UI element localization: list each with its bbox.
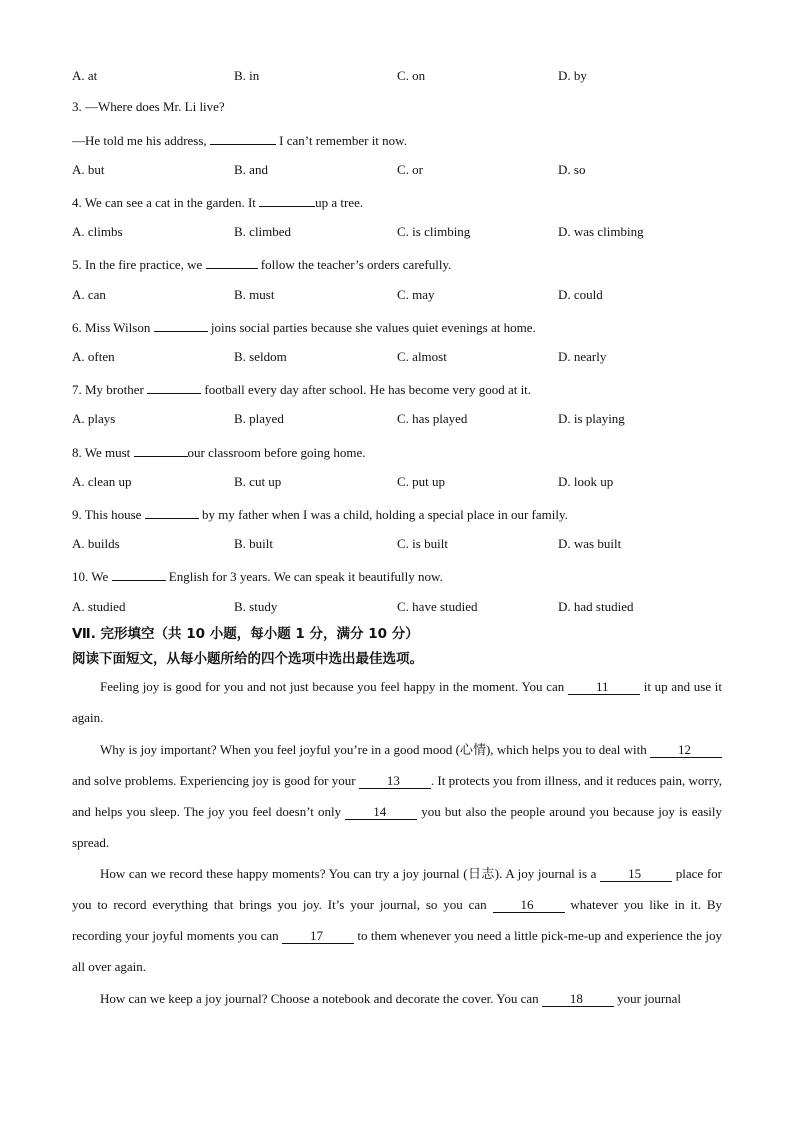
option-c: C. have studied [397,599,478,614]
cloze-blank-13: 13 [359,773,431,789]
passage-text: to them whenever you need a little pick-me-up and experience the joy all over again. [72,928,723,974]
answer-blank [154,317,208,332]
stem-text: follow the teacher’s orders carefully. [260,257,452,272]
stem-text: 10. We [72,569,109,584]
option-b: B. and [234,162,268,177]
cloze-blank-16: 16 [493,897,565,913]
section-7-instruction: 阅读下面短文，从每小题所给的四个选项中选出最佳选项。 [72,651,423,667]
passage-text: and solve problems. Experiencing joy is good for your [72,773,356,788]
question-4-stem [72,192,363,212]
option-c: C. may [397,287,435,302]
stem-text: 7. My brother [72,382,144,397]
question-10-stem [72,566,443,586]
option-c: C. put up [397,474,446,489]
option-c: C. almost [397,349,447,364]
option-b: B. played [234,411,284,426]
option-d: D. is playing [558,411,625,426]
passage-paragraph-4 [72,983,722,1014]
passage-text: it up and use it again. [72,679,723,725]
option-c: C. on [397,68,426,83]
passage-text: How can we keep a joy journal? Choose a notebook and decorate the cover. You can [100,991,539,1006]
option-a: A. studied [72,599,126,614]
passage-paragraph-1 [72,671,722,733]
option-a: A. at [72,68,98,83]
option-a: A. builds [72,536,120,551]
option-b: B. study [234,599,278,614]
option-b: B. must [234,287,275,302]
section-7-title: Ⅶ. 完形填空（共 10 小题，每小题 1 分，满分 10 分） [72,626,419,642]
passage-text: whatever you like in it. By recording your joyful moments you can [72,897,723,943]
question-7-stem [72,379,531,399]
passage-paragraph-3 [72,858,722,982]
option-d: D. look up [558,474,614,489]
stem-text: 6. Miss Wilson [72,320,151,335]
stem-text: by my father when I was a child, holding a special place in our family. [201,507,568,522]
answer-blank [147,379,201,394]
stem-text: 5. In the fire practice, we [72,257,203,272]
passage-text: How can we record these happy moments? You can try a joy journal (日志). A joy journal is a [100,866,597,881]
stem-text: our classroom before going home. [187,445,366,460]
option-c: C. or [397,162,423,177]
option-a: A. but [72,162,105,177]
option-d: D. could [558,287,603,302]
stem-text: —He told me his address, [72,133,207,148]
answer-blank [210,130,276,145]
stem-text: English for 3 years. We can speak it beautifully now. [168,569,443,584]
question-8-stem [72,442,366,462]
option-b: B. seldom [234,349,287,364]
option-a: A. can [72,287,106,302]
option-d: D. by [558,68,587,83]
answer-blank [206,254,258,269]
passage-text: Feeling joy is good for you and not just because you feel happy in the moment. You can [100,679,565,694]
option-b: B. climbed [234,224,292,239]
answer-blank [145,504,199,519]
option-b: B. in [234,68,260,83]
cloze-blank-17: 17 [282,928,354,944]
stem-text: football every day after school. He has become very good at it. [204,382,532,397]
option-b: B. cut up [234,474,282,489]
stem-text: joins social parties because she values quiet evenings at home. [210,320,536,335]
option-d: D. so [558,162,586,177]
option-c: C. is built [397,536,448,551]
question-3-stem: 3. —Where does Mr. Li live? [72,99,225,114]
option-c: C. has played [397,411,468,426]
stem-text: 9. This house [72,507,142,522]
cloze-blank-11: 11 [568,679,640,695]
question-3-stem-line2 [72,130,407,150]
question-9-stem [72,504,568,524]
option-b: B. built [234,536,274,551]
stem-text: 4. We can see a cat in the garden. It [72,195,256,210]
option-d: D. had studied [558,599,634,614]
option-d: D. was built [558,536,622,551]
cloze-blank-12: 12 [650,742,722,758]
passage-text: your journal [617,991,682,1006]
option-a: A. plays [72,411,116,426]
cloze-blank-15: 15 [600,866,672,882]
stem-text: I can’t remember it now. [279,133,407,148]
stem-text: up a tree. [315,195,364,210]
passage-paragraph-2 [72,734,722,858]
option-a: A. clean up [72,474,132,489]
option-d: D. nearly [558,349,607,364]
passage-text: place for you to record everything that brings you joy. It’s your journal, so you can [72,866,723,912]
passage-text: . It protects you from illness, and it reduces pain, worry, and helps you sleep. The joy you feel doesn’t only [72,773,722,819]
option-d: D. was climbing [558,224,644,239]
answer-blank [259,192,315,207]
stem-text: 8. We must [72,445,131,460]
cloze-blank-14: 14 [345,804,417,820]
passage-text: you but also the people around you because joy is easily spread. [72,804,723,850]
answer-blank [112,566,166,581]
question-5-stem [72,254,451,274]
option-a: A. often [72,349,115,364]
option-a: A. climbs [72,224,123,239]
passage-text: Why is joy important? When you feel joyful you’re in a good mood (心情), which helps you to deal with [100,742,647,757]
option-c: C. is climbing [397,224,471,239]
answer-blank [134,442,188,457]
cloze-blank-18: 18 [542,991,614,1007]
question-6-stem [72,317,536,337]
